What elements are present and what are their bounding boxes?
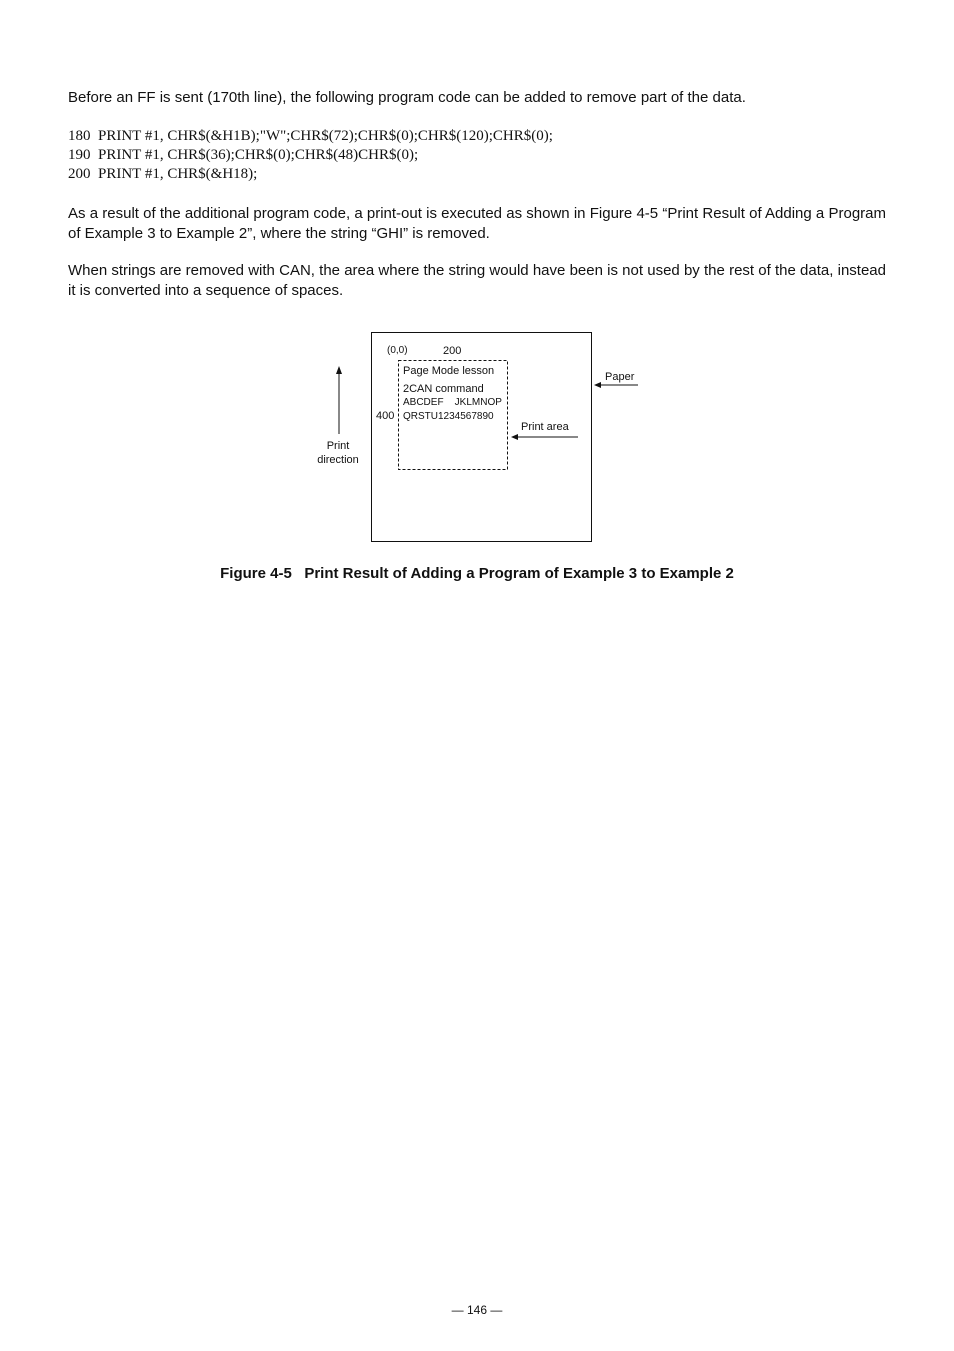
paragraph-can-spaces: When strings are removed with CAN, the area where the string would have been is not used by the rest of the data, instead it is converted into a sequence of spaces.	[68, 262, 886, 299]
print-line-4: QRSTU1234567890	[403, 411, 494, 422]
code-line-180: 180 PRINT #1, CHR$(&H1B);"W";CHR$(72);CHR$(0);CHR$(120);CHR$(0);	[68, 128, 553, 144]
print-area-arrow-head	[511, 434, 518, 440]
code-line-200: 200 PRINT #1, CHR$(&H18);	[68, 166, 258, 182]
figure-caption: Figure 4-5 Print Result of Adding a Program of Example 3 to Example 2	[220, 565, 734, 582]
width-label: 200	[443, 345, 462, 357]
height-label: 400	[376, 410, 395, 422]
print-line-1: Page Mode lesson	[403, 365, 495, 377]
print-line-3: ABCDEF JKLMNOP	[403, 397, 502, 408]
paragraph-intro: Before an FF is sent (170th line), the following program code can be added to remove part of the data.	[68, 89, 746, 106]
print-direction-arrow-head	[336, 366, 342, 374]
print-line-2: 2CAN command	[403, 383, 484, 395]
code-line-190: 190 PRINT #1, CHR$(36);CHR$(0);CHR$(48)CHR$(0);	[68, 147, 419, 163]
origin-label: (0,0)	[387, 345, 408, 356]
print-direction-label-1: Print	[326, 440, 350, 452]
print-area-label: Print area	[521, 421, 569, 433]
paper-arrow-head	[594, 382, 601, 388]
paragraph-result: As a result of the additional program code, a print-out is executed as shown in Figure 4-5 “Print Result of Adding a Program of Example 3 to Example 2”, where the string “GHI” is removed.	[68, 205, 886, 242]
paper-label: Paper	[605, 371, 635, 383]
page-number: — 146 —	[451, 1303, 503, 1317]
print-direction-label-2: direction	[317, 454, 359, 466]
